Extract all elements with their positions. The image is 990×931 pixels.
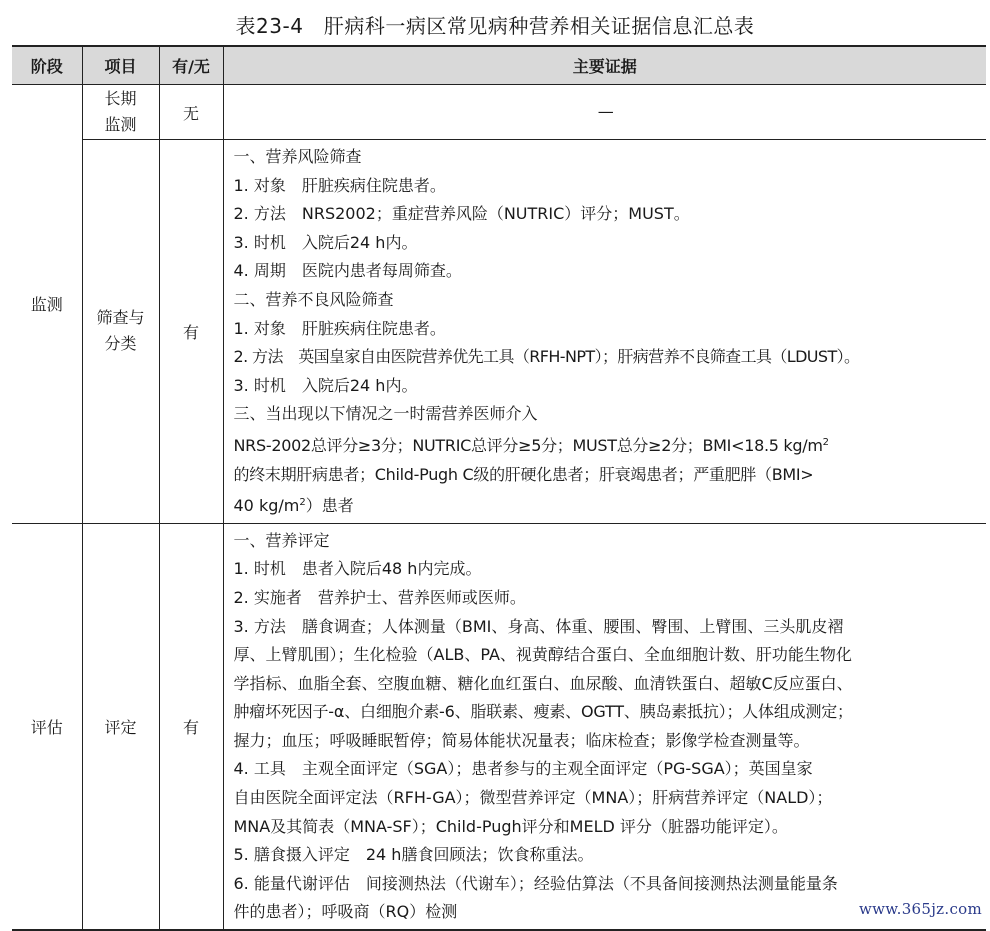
assessment-line: 6. 能量代谢评估 间接测热法（代谢车）；经验估算法（不具备间接测热法测量能量条	[233, 873, 838, 893]
screening-line: 1. 对象 肝脏疾病住院患者。	[233, 318, 446, 338]
evidence-screening	[223, 140, 986, 524]
assessment-line: 2. 实施者 营养护士、营养医师或医师。	[233, 587, 526, 607]
table-row-screening	[12, 140, 986, 524]
superscript: 2	[299, 497, 306, 509]
header-yesno: 有/无	[159, 46, 223, 85]
header-item: 项目	[82, 46, 159, 85]
item-screening-line2: 分类	[104, 334, 137, 354]
table-row-assessment	[12, 523, 986, 930]
assessment-line: 厚、上臂肌围）；生化检验（ALB、PA、视黄醇结合蛋白、全血细胞计数、肝功能生物化	[233, 645, 852, 665]
yesno-assessment: 有	[159, 523, 223, 930]
assessment-line: 4. 工具 主观全面评定（SGA）；患者参与的主观全面评定（PG-SGA）；英国皇家	[233, 759, 813, 779]
screening-line: 一、营养风险筛查	[233, 147, 362, 166]
assessment-line: 5. 膳食摄入评定 24 h膳食回顾法；饮食称重法。	[233, 845, 594, 865]
screening-line-obesity	[234, 489, 979, 521]
table-title: 表23-4 肝病科一病区常见病种营养相关证据信息汇总表	[235, 14, 755, 38]
screening-line-bmi-text: NRS-2002总评分≥3分；NUTRIC总评分≥5分；MUST总分≥2分；BMI<18.5 kg/m	[233, 435, 823, 455]
assessment-line: 学指标、血脂全套、空腹血糖、糖化血红蛋白、血尿酸、血清铁蛋白、超敏C反应蛋白、	[233, 673, 853, 693]
assessment-line: 一、营养评定	[233, 530, 330, 550]
stage-assessment: 评估	[12, 523, 82, 930]
screening-line: 3. 时机 入院后24 h内。	[233, 375, 418, 395]
evidence-assessment	[223, 523, 986, 930]
screening-line-obesity-tail: ）患者	[305, 496, 354, 516]
header-stage: 阶段	[12, 46, 82, 85]
screening-line: 2. 方法 NRS2002；重症营养风险（NUTRIC）评分；MUST。	[233, 204, 690, 224]
header-evidence: 主要证据	[223, 46, 986, 85]
screening-line: 二、营养不良风险筛查	[233, 289, 394, 309]
item-long-term-line2: 监测	[104, 115, 137, 134]
screening-line: 的终末期肝病患者；Child-Pugh C级的肝硬化患者；肝衰竭患者；严重肥胖（BMI>	[233, 464, 814, 484]
stage-monitoring: 监测	[12, 85, 82, 524]
screening-line: 1. 对象 肝脏疾病住院患者。	[233, 175, 446, 195]
assessment-line: 1. 时机 患者入院后48 h内完成。	[233, 559, 482, 579]
header-row	[12, 46, 986, 85]
screening-line: 4. 周期 医院内患者每周筛查。	[233, 261, 462, 281]
screening-line-bmi	[234, 429, 979, 461]
screening-line: 2. 方法 英国皇家自由医院营养优先工具（RFH-NPT）；肝病营养不良筛查工具（LDUST）。	[233, 347, 860, 367]
screening-line-obesity-text: 40 kg/m	[233, 496, 300, 516]
item-long-term	[82, 85, 159, 140]
assessment-line: 握力；血压；呼吸睡眠暂停；简易体能状况量表；临床检查；影像学检查测量等。	[233, 730, 810, 750]
item-screening	[82, 140, 159, 524]
item-long-term-line1: 长期	[104, 89, 137, 108]
yesno-long-term: 无	[159, 85, 223, 140]
evidence-long-term: —	[223, 85, 986, 140]
evidence-table	[12, 45, 986, 931]
item-screening-line1: 筛查与	[96, 308, 145, 328]
assessment-line: 自由医院全面评定法（RFH-GA）；微型营养评定（MNA）；肝病营养评定（NALD）；	[233, 788, 833, 808]
assessment-line: 件的患者）；呼吸商（RQ）检测	[233, 902, 458, 922]
assessment-line: 3. 方法 膳食调查；人体测量（BMI、身高、体重、腰围、臀围、上臂围、三头肌皮褶	[233, 616, 844, 636]
superscript: 2	[822, 436, 829, 448]
table-row-long-term	[12, 85, 986, 140]
watermark: www.365jz.com	[858, 900, 982, 918]
yesno-screening: 有	[159, 140, 223, 524]
screening-line: 三、当出现以下情况之一时需营养医师介入	[233, 404, 538, 424]
item-assessment: 评定	[82, 523, 159, 930]
assessment-line: MNA及其简表（MNA-SF）；Child-Pugh评分和MELD 评分（脏器功能评定）。	[233, 816, 788, 836]
screening-line: 3. 时机 入院后24 h内。	[233, 232, 418, 252]
assessment-line: 肿瘤坏死因子-α、白细胞介素-6、脂联素、瘦素、OGTT、胰岛素抵抗）；人体组成测定；	[233, 702, 853, 722]
